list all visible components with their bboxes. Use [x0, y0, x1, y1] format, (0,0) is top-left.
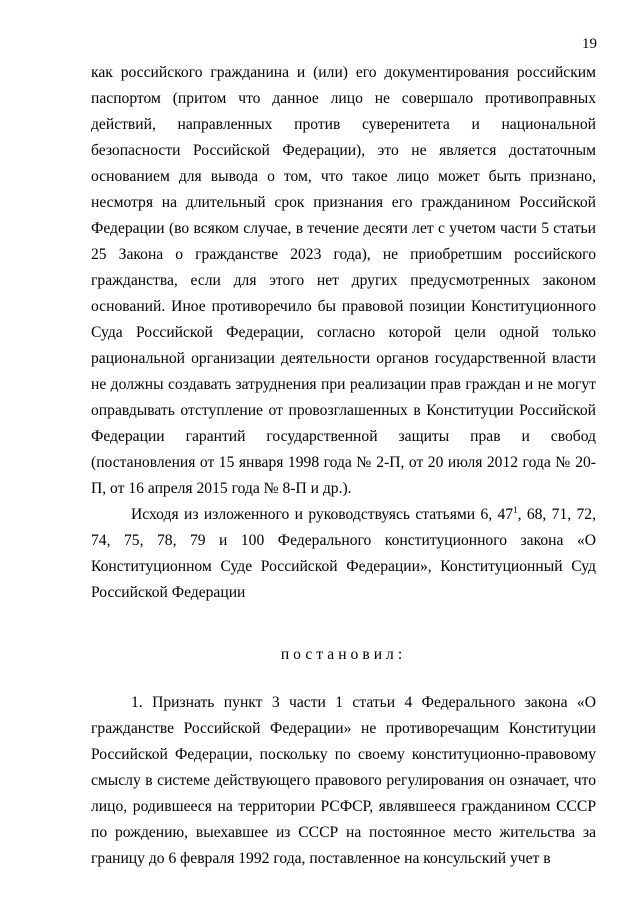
page-number: 19 [582, 36, 597, 52]
document-body [91, 60, 596, 872]
legal-basis-text-end: , 68, 71, 72, 74, 75, 78, 79 и 100 Федерального конституционного закона «О Конституционном Суде Российской Федерации», Конституционный Суд Российской Федерации [91, 506, 596, 601]
article-superscript: 1 [513, 504, 518, 515]
paragraph-resolution-item-1: 1. Признать пункт 3 части 1 статьи 4 Федерального закона «О гражданстве Российской Федерации» не противоречащим Конституции Российской Федерации, поскольку по своему конституционно-правовому смыслу в системе действующего правового регулирования он означает, что лицо, родившееся на территории РСФСР, являвшееся гражданином СССР по рождению, выехавшее из СССР на постоянное место жительства за границу до 6 февраля 1992 года, поставленное на консульский учет в [91, 694, 596, 867]
resolution-heading: постановил: [280, 646, 407, 663]
legal-basis-text-start: Исходя из изложенного и руководствуясь статьями 6, 47 [131, 506, 514, 523]
paragraph-continued: как российского гражданина и (или) его документирования российским паспортом (притом что данное лицо не совершало противоправных действий, направленных против суверенитета и национальной безопасности Российской Федерации), это не является достаточным основанием для вывода о том, что такое лицо может быть признано, несмотря на длительный срок признания его гражданином Российской Федерации (во всяком случае, в течение десяти лет с учетом части 5 статьи 25 Закона о гражданстве 2023 года), не приобретшим российского гражданства, если для этого нет других предусмотренных законом оснований. Иное противоречило бы правовой позиции Конституционного Суда Российской Федерации, согласно которой цели одной только рациональной организации деятельности органов государственной власти не должны создавать затруднения при реализации прав граждан и не могут оправдывать отступление от провозглашенных в Конституции Российской Федерации гарантий государственной защиты прав и свобод (постановления от 15 января 1998 года № 2-П, от 20 июля 2012 года № 20-П, от 16 апреля 2015 года № 8-П и др.). [91, 64, 596, 497]
paragraph-legal-basis [91, 502, 596, 606]
